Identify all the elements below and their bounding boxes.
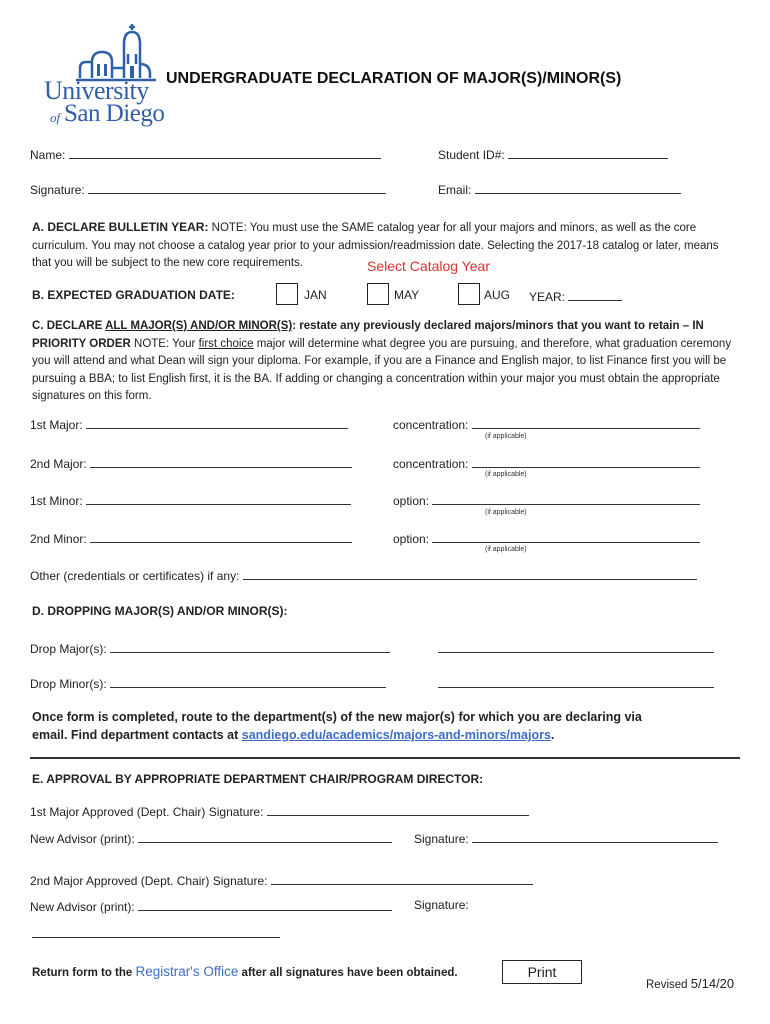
second-option-label: option: [393, 532, 430, 546]
section-a-heading: A. DECLARE BULLETIN YEAR: [32, 220, 209, 234]
year-row [529, 288, 622, 304]
print-button[interactable]: Print [502, 960, 582, 984]
drop-minors-field-2[interactable] [438, 675, 714, 688]
new-advisor-1-row [30, 830, 392, 846]
section-c [32, 318, 738, 406]
may-checkbox[interactable] [367, 283, 389, 305]
new-advisor-2-field[interactable] [138, 898, 392, 911]
revised-date: 5/14/20 [690, 976, 735, 991]
first-option-label: option: [393, 494, 430, 508]
return-prefix: Return form to the [32, 967, 136, 979]
section-d-heading: D. DROPPING MAJOR(S) AND/OR MINOR(S): [32, 604, 288, 618]
student-id-row [438, 146, 668, 162]
second-minor-row [30, 530, 352, 546]
if-applicable-3: (if applicable) [485, 509, 527, 516]
email-field[interactable] [475, 181, 681, 194]
return-suffix: after all signatures have been obtained. [238, 967, 458, 979]
signature-1-row [414, 830, 718, 846]
first-major-field[interactable] [86, 416, 348, 429]
student-id-label: Student ID#: [438, 148, 505, 162]
route-line-2 [32, 728, 554, 742]
first-major-approved-field[interactable] [267, 803, 529, 816]
first-minor-field[interactable] [86, 492, 351, 505]
new-advisor-1-label: New Advisor (print): [30, 832, 135, 846]
signature-1-label: Signature: [414, 832, 469, 846]
jan-checkbox[interactable] [276, 283, 298, 305]
logo-university: University [44, 76, 149, 105]
jan-label: JAN [304, 288, 327, 302]
second-major-approved-row [30, 872, 533, 888]
new-advisor-2-row [30, 898, 392, 914]
form-title: UNDERGRADUATE DECLARATION OF MAJOR(S)/MINOR(S) [166, 70, 622, 87]
logo-of: of [50, 110, 61, 125]
first-concentration-field[interactable] [472, 416, 700, 429]
aug-label: AUG [484, 288, 511, 302]
section-b-heading: B. EXPECTED GRADUATION DATE: [32, 288, 235, 302]
section-c-heading-underlined: ALL MAJOR(S) AND/OR MINOR(S) [105, 320, 293, 332]
section-c-note-rest: major will determine what degree you are pursuing, and therefore, what graduation ceremony you will attend and what Dean will sign your diploma. For example, if you are a Finance and English major, to list Finance first you will be pursuing a BBA; to list English first, it is the BA. If adding or changing a concentration within your major you must obtain the appropriate signatures on this form. [32, 337, 732, 402]
drop-majors-row [30, 640, 390, 656]
first-concentration-label: concentration: [393, 418, 469, 432]
select-catalog-year[interactable]: Select Catalog Year [367, 258, 490, 274]
signature-row [30, 181, 386, 197]
second-major-field[interactable] [90, 455, 352, 468]
second-major-label: 2nd Major: [30, 457, 87, 471]
if-applicable-4: (if applicable) [485, 546, 527, 553]
drop-majors-label: Drop Major(s): [30, 642, 107, 656]
second-concentration-row [393, 455, 700, 471]
second-option-field[interactable] [432, 530, 700, 543]
new-advisor-2-label: New Advisor (print): [30, 900, 135, 914]
priority-order: – IN PRIORITY ORDER [32, 320, 704, 350]
first-major-row [30, 416, 348, 432]
logo-san-diego: San Diego [64, 100, 165, 127]
second-concentration-label: concentration: [393, 457, 469, 471]
first-choice: first choice [198, 337, 254, 350]
registrar-link[interactable]: Registrar's Office [135, 964, 239, 979]
other-row [30, 567, 697, 583]
second-minor-label: 2nd Minor: [30, 532, 87, 546]
drop-minors-field-1[interactable] [110, 675, 386, 688]
new-advisor-1-field[interactable] [138, 830, 392, 843]
signature-2-field[interactable] [32, 925, 280, 938]
first-major-approved-label: 1st Major Approved (Dept. Chair) Signature: [30, 805, 264, 819]
first-concentration-row [393, 416, 700, 432]
first-option-field[interactable] [432, 492, 700, 505]
section-a-note: NOTE: You must use the SAME catalog year for all your majors and minors, as well as the core curriculum. You may not choose a catalog year prior to your admission/readmission date. Selecting the 2017-18 catalog or later, means that you will be subject to the new core requirements. [32, 222, 719, 269]
second-concentration-field[interactable] [472, 455, 700, 468]
section-c-note-start: NOTE: Your [130, 337, 199, 350]
route-line-2-suffix: . [550, 728, 555, 742]
majors-link[interactable]: sandiego.edu/academics/majors-and-minors/majors [241, 728, 551, 742]
second-option-row [393, 530, 700, 546]
signature-1-field[interactable] [472, 830, 718, 843]
name-label: Name: [30, 148, 66, 162]
year-field[interactable] [568, 288, 622, 301]
if-applicable-2: (if applicable) [485, 471, 527, 478]
signature-label: Signature: [30, 183, 85, 197]
section-c-heading-suffix: : restate any previously declared majors/minors that you want to retain [292, 320, 680, 332]
drop-minors-label: Drop Minor(s): [30, 677, 107, 691]
student-id-field[interactable] [508, 146, 668, 159]
route-line-2-prefix: email. Find department contacts at [32, 728, 242, 742]
section-c-heading-prefix: C. DECLARE [32, 320, 106, 332]
second-major-row [30, 455, 352, 471]
signature-2-label: Signature: [414, 898, 469, 912]
first-major-approved-row [30, 803, 529, 819]
revised-label: Revised [646, 979, 688, 991]
may-label: MAY [394, 288, 420, 302]
drop-majors-field-1[interactable] [110, 640, 390, 653]
second-major-approved-label: 2nd Major Approved (Dept. Chair) Signature: [30, 874, 268, 888]
signature-field[interactable] [88, 181, 386, 194]
email-label: Email: [438, 183, 472, 197]
other-field[interactable] [243, 567, 697, 580]
drop-minors-row [30, 675, 386, 691]
section-divider [30, 757, 740, 759]
first-option-row [393, 492, 700, 508]
aug-checkbox[interactable] [458, 283, 480, 305]
name-row [30, 146, 381, 162]
drop-majors-field-2[interactable] [438, 640, 714, 653]
first-minor-row [30, 492, 351, 508]
email-row [438, 181, 681, 197]
first-minor-label: 1st Minor: [30, 494, 83, 508]
first-major-label: 1st Major: [30, 418, 83, 432]
second-major-approved-field[interactable] [271, 872, 533, 885]
return-instructions [32, 964, 458, 979]
if-applicable-1: (if applicable) [485, 433, 527, 440]
year-label: YEAR: [529, 290, 566, 304]
section-e-heading: E. APPROVAL BY APPROPRIATE DEPARTMENT CHAIR/PROGRAM DIRECTOR: [32, 772, 484, 786]
other-label: Other (credentials or certificates) if any: [30, 569, 240, 583]
second-minor-field[interactable] [90, 530, 352, 543]
name-field[interactable] [69, 146, 381, 159]
usd-logo [40, 18, 165, 128]
route-line-1: Once form is completed, route to the department(s) of the new major(s) for which you are declaring via [32, 710, 642, 724]
revised-note [646, 976, 734, 991]
